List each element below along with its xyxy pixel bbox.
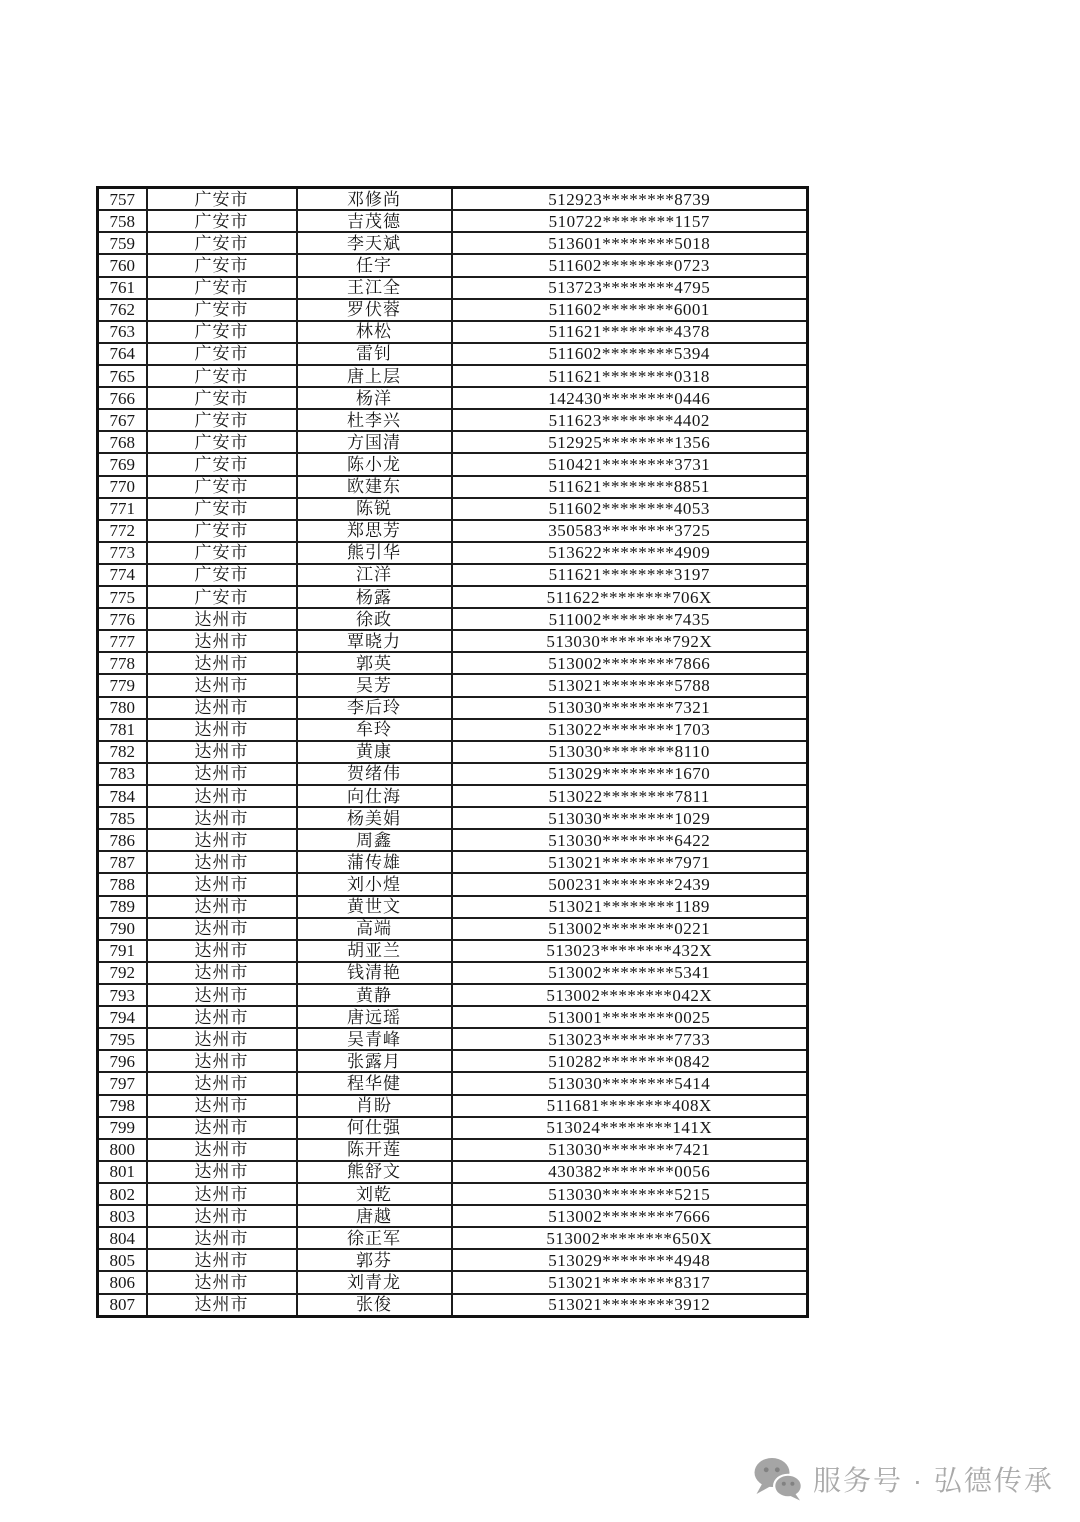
name-cell: 陈开莲 bbox=[297, 1139, 452, 1161]
city-cell: 达州市 bbox=[147, 1095, 297, 1117]
table-row bbox=[98, 210, 808, 232]
city-cell: 广安市 bbox=[147, 387, 297, 409]
row-number-cell: 771 bbox=[98, 498, 147, 520]
id-number-cell: 513002********5341 bbox=[452, 962, 808, 984]
name-cell: 刘乾 bbox=[297, 1183, 452, 1205]
table-row bbox=[98, 453, 808, 475]
name-cell: 唐越 bbox=[297, 1205, 452, 1227]
table-row bbox=[98, 719, 808, 741]
row-number-cell: 788 bbox=[98, 873, 147, 895]
id-number-cell: 142430********0446 bbox=[452, 387, 808, 409]
table-row bbox=[98, 674, 808, 696]
id-number-cell: 513002********7666 bbox=[452, 1205, 808, 1227]
row-number-cell: 792 bbox=[98, 962, 147, 984]
name-cell: 雷钊 bbox=[297, 343, 452, 365]
row-number-cell: 769 bbox=[98, 453, 147, 475]
id-number-cell: 513030********5215 bbox=[452, 1183, 808, 1205]
city-cell: 广安市 bbox=[147, 409, 297, 431]
city-cell: 达州市 bbox=[147, 1271, 297, 1293]
city-cell: 广安市 bbox=[147, 188, 297, 211]
city-cell: 达州市 bbox=[147, 940, 297, 962]
id-number-cell: 430382********0056 bbox=[452, 1161, 808, 1183]
id-number-cell: 513024********141X bbox=[452, 1117, 808, 1139]
table-row bbox=[98, 586, 808, 608]
id-number-cell: 512923********8739 bbox=[452, 188, 808, 211]
row-number-cell: 777 bbox=[98, 630, 147, 652]
row-number-cell: 784 bbox=[98, 785, 147, 807]
table-row bbox=[98, 1249, 808, 1271]
table-row bbox=[98, 1227, 808, 1249]
id-number-cell: 513622********4909 bbox=[452, 542, 808, 564]
table-row bbox=[98, 520, 808, 542]
table-row bbox=[98, 918, 808, 940]
table-row bbox=[98, 564, 808, 586]
name-cell: 高端 bbox=[297, 918, 452, 940]
city-cell: 广安市 bbox=[147, 431, 297, 453]
city-cell: 达州市 bbox=[147, 807, 297, 829]
id-number-cell: 511681********408X bbox=[452, 1095, 808, 1117]
table-row bbox=[98, 254, 808, 276]
table-row bbox=[98, 896, 808, 918]
id-number-cell: 511621********4378 bbox=[452, 321, 808, 343]
table-row bbox=[98, 1161, 808, 1183]
row-number-cell: 767 bbox=[98, 409, 147, 431]
name-cell: 刘青龙 bbox=[297, 1271, 452, 1293]
city-cell: 达州市 bbox=[147, 1072, 297, 1094]
id-number-cell: 513723********4795 bbox=[452, 277, 808, 299]
name-cell: 吴芳 bbox=[297, 674, 452, 696]
id-number-cell: 512925********1356 bbox=[452, 431, 808, 453]
table-row bbox=[98, 365, 808, 387]
id-number-cell: 511602********4053 bbox=[452, 498, 808, 520]
table-row bbox=[98, 387, 808, 409]
table-row bbox=[98, 1050, 808, 1072]
table-row bbox=[98, 1006, 808, 1028]
row-number-cell: 796 bbox=[98, 1050, 147, 1072]
table-row bbox=[98, 741, 808, 763]
city-cell: 广安市 bbox=[147, 232, 297, 254]
id-number-cell: 511602********5394 bbox=[452, 343, 808, 365]
name-cell: 程华健 bbox=[297, 1072, 452, 1094]
row-number-cell: 773 bbox=[98, 542, 147, 564]
name-cell: 黄世文 bbox=[297, 896, 452, 918]
row-number-cell: 760 bbox=[98, 254, 147, 276]
roster-table bbox=[96, 186, 809, 1318]
city-cell: 广安市 bbox=[147, 321, 297, 343]
id-number-cell: 513030********5414 bbox=[452, 1072, 808, 1094]
city-cell: 达州市 bbox=[147, 1205, 297, 1227]
city-cell: 达州市 bbox=[147, 1117, 297, 1139]
city-cell: 达州市 bbox=[147, 896, 297, 918]
name-cell: 吉茂德 bbox=[297, 210, 452, 232]
name-cell: 李天斌 bbox=[297, 232, 452, 254]
id-number-cell: 511621********0318 bbox=[452, 365, 808, 387]
table-row bbox=[98, 476, 808, 498]
city-cell: 广安市 bbox=[147, 520, 297, 542]
city-cell: 达州市 bbox=[147, 1006, 297, 1028]
city-cell: 达州市 bbox=[147, 984, 297, 1006]
city-cell: 达州市 bbox=[147, 1249, 297, 1271]
row-number-cell: 785 bbox=[98, 807, 147, 829]
city-cell: 广安市 bbox=[147, 542, 297, 564]
table-row bbox=[98, 299, 808, 321]
name-cell: 唐上层 bbox=[297, 365, 452, 387]
city-cell: 达州市 bbox=[147, 851, 297, 873]
name-cell: 陈小龙 bbox=[297, 453, 452, 475]
name-cell: 郑思芳 bbox=[297, 520, 452, 542]
name-cell: 肖盼 bbox=[297, 1095, 452, 1117]
name-cell: 杨露 bbox=[297, 586, 452, 608]
row-number-cell: 789 bbox=[98, 896, 147, 918]
row-number-cell: 800 bbox=[98, 1139, 147, 1161]
row-number-cell: 774 bbox=[98, 564, 147, 586]
row-number-cell: 772 bbox=[98, 520, 147, 542]
city-cell: 广安市 bbox=[147, 498, 297, 520]
name-cell: 熊舒文 bbox=[297, 1161, 452, 1183]
name-cell: 张俊 bbox=[297, 1294, 452, 1317]
row-number-cell: 761 bbox=[98, 277, 147, 299]
id-number-cell: 513023********432X bbox=[452, 940, 808, 962]
city-cell: 达州市 bbox=[147, 630, 297, 652]
name-cell: 杜李兴 bbox=[297, 409, 452, 431]
name-cell: 唐远瑶 bbox=[297, 1006, 452, 1028]
row-number-cell: 782 bbox=[98, 741, 147, 763]
city-cell: 广安市 bbox=[147, 564, 297, 586]
table-row bbox=[98, 542, 808, 564]
row-number-cell: 778 bbox=[98, 652, 147, 674]
name-cell: 黄康 bbox=[297, 741, 452, 763]
table-row bbox=[98, 697, 808, 719]
city-cell: 达州市 bbox=[147, 674, 297, 696]
row-number-cell: 768 bbox=[98, 431, 147, 453]
name-cell: 张露月 bbox=[297, 1050, 452, 1072]
city-cell: 达州市 bbox=[147, 1227, 297, 1249]
table-row bbox=[98, 1117, 808, 1139]
id-number-cell: 511002********7435 bbox=[452, 608, 808, 630]
table-row bbox=[98, 1028, 808, 1050]
city-cell: 达州市 bbox=[147, 1183, 297, 1205]
row-number-cell: 801 bbox=[98, 1161, 147, 1183]
city-cell: 达州市 bbox=[147, 1139, 297, 1161]
city-cell: 达州市 bbox=[147, 1161, 297, 1183]
name-cell: 邓修尚 bbox=[297, 188, 452, 211]
table-row bbox=[98, 763, 808, 785]
city-cell: 广安市 bbox=[147, 343, 297, 365]
city-cell: 广安市 bbox=[147, 476, 297, 498]
city-cell: 广安市 bbox=[147, 277, 297, 299]
table-row bbox=[98, 851, 808, 873]
name-cell: 覃晓力 bbox=[297, 630, 452, 652]
name-cell: 陈锐 bbox=[297, 498, 452, 520]
city-cell: 达州市 bbox=[147, 1294, 297, 1317]
city-cell: 达州市 bbox=[147, 1050, 297, 1072]
city-cell: 达州市 bbox=[147, 829, 297, 851]
roster-table-body bbox=[98, 188, 808, 1317]
id-number-cell: 513001********0025 bbox=[452, 1006, 808, 1028]
id-number-cell: 513029********4948 bbox=[452, 1249, 808, 1271]
row-number-cell: 775 bbox=[98, 586, 147, 608]
table-row bbox=[98, 1095, 808, 1117]
id-number-cell: 511621********8851 bbox=[452, 476, 808, 498]
id-number-cell: 513021********7971 bbox=[452, 851, 808, 873]
wechat-watermark bbox=[752, 1454, 1054, 1504]
name-cell: 钱清艳 bbox=[297, 962, 452, 984]
name-cell: 王江全 bbox=[297, 277, 452, 299]
id-number-cell: 513021********8317 bbox=[452, 1271, 808, 1293]
table-row bbox=[98, 873, 808, 895]
table-row bbox=[98, 630, 808, 652]
id-number-cell: 513002********650X bbox=[452, 1227, 808, 1249]
table-row bbox=[98, 1294, 808, 1317]
name-cell: 黄静 bbox=[297, 984, 452, 1006]
watermark-label: 服务号 · 弘德传承 bbox=[813, 1465, 1054, 1496]
id-number-cell: 350583********3725 bbox=[452, 520, 808, 542]
id-number-cell: 513022********1703 bbox=[452, 719, 808, 741]
row-number-cell: 794 bbox=[98, 1006, 147, 1028]
row-number-cell: 798 bbox=[98, 1095, 147, 1117]
table-row bbox=[98, 984, 808, 1006]
row-number-cell: 781 bbox=[98, 719, 147, 741]
row-number-cell: 805 bbox=[98, 1249, 147, 1271]
name-cell: 方国清 bbox=[297, 431, 452, 453]
table-row bbox=[98, 829, 808, 851]
id-number-cell: 513002********0221 bbox=[452, 918, 808, 940]
name-cell: 刘小煌 bbox=[297, 873, 452, 895]
city-cell: 达州市 bbox=[147, 608, 297, 630]
name-cell: 熊引华 bbox=[297, 542, 452, 564]
id-number-cell: 513030********7421 bbox=[452, 1139, 808, 1161]
row-number-cell: 803 bbox=[98, 1205, 147, 1227]
row-number-cell: 793 bbox=[98, 984, 147, 1006]
row-number-cell: 806 bbox=[98, 1271, 147, 1293]
table-row bbox=[98, 1271, 808, 1293]
row-number-cell: 770 bbox=[98, 476, 147, 498]
row-number-cell: 802 bbox=[98, 1183, 147, 1205]
name-cell: 何仕强 bbox=[297, 1117, 452, 1139]
table-row bbox=[98, 277, 808, 299]
city-cell: 达州市 bbox=[147, 697, 297, 719]
city-cell: 广安市 bbox=[147, 254, 297, 276]
row-number-cell: 790 bbox=[98, 918, 147, 940]
row-number-cell: 804 bbox=[98, 1227, 147, 1249]
id-number-cell: 513030********792X bbox=[452, 630, 808, 652]
id-number-cell: 513030********7321 bbox=[452, 697, 808, 719]
table-row bbox=[98, 343, 808, 365]
table-row bbox=[98, 431, 808, 453]
table-row bbox=[98, 1205, 808, 1227]
table-row bbox=[98, 409, 808, 431]
row-number-cell: 758 bbox=[98, 210, 147, 232]
row-number-cell: 776 bbox=[98, 608, 147, 630]
row-number-cell: 797 bbox=[98, 1072, 147, 1094]
city-cell: 广安市 bbox=[147, 299, 297, 321]
name-cell: 江洋 bbox=[297, 564, 452, 586]
name-cell: 罗伏蓉 bbox=[297, 299, 452, 321]
city-cell: 达州市 bbox=[147, 873, 297, 895]
name-cell: 杨洋 bbox=[297, 387, 452, 409]
name-cell: 欧建东 bbox=[297, 476, 452, 498]
table-row bbox=[98, 321, 808, 343]
name-cell: 向仕海 bbox=[297, 785, 452, 807]
table-row bbox=[98, 807, 808, 829]
table-row bbox=[98, 652, 808, 674]
id-number-cell: 511623********4402 bbox=[452, 409, 808, 431]
row-number-cell: 763 bbox=[98, 321, 147, 343]
city-cell: 广安市 bbox=[147, 453, 297, 475]
id-number-cell: 511621********3197 bbox=[452, 564, 808, 586]
city-cell: 达州市 bbox=[147, 652, 297, 674]
wechat-icon bbox=[752, 1456, 802, 1502]
name-cell: 蒲传雄 bbox=[297, 851, 452, 873]
table-row bbox=[98, 608, 808, 630]
row-number-cell: 783 bbox=[98, 763, 147, 785]
name-cell: 胡亚兰 bbox=[297, 940, 452, 962]
table-row bbox=[98, 498, 808, 520]
id-number-cell: 513021********3912 bbox=[452, 1294, 808, 1317]
id-number-cell: 511622********706X bbox=[452, 586, 808, 608]
row-number-cell: 764 bbox=[98, 343, 147, 365]
row-number-cell: 786 bbox=[98, 829, 147, 851]
id-number-cell: 513002********042X bbox=[452, 984, 808, 1006]
id-number-cell: 513021********5788 bbox=[452, 674, 808, 696]
name-cell: 徐正军 bbox=[297, 1227, 452, 1249]
name-cell: 牟玲 bbox=[297, 719, 452, 741]
name-cell: 郭芬 bbox=[297, 1249, 452, 1271]
row-number-cell: 766 bbox=[98, 387, 147, 409]
city-cell: 广安市 bbox=[147, 586, 297, 608]
table-row bbox=[98, 962, 808, 984]
city-cell: 达州市 bbox=[147, 785, 297, 807]
name-cell: 李后玲 bbox=[297, 697, 452, 719]
id-number-cell: 510421********3731 bbox=[452, 453, 808, 475]
row-number-cell: 795 bbox=[98, 1028, 147, 1050]
id-number-cell: 500231********2439 bbox=[452, 873, 808, 895]
city-cell: 达州市 bbox=[147, 741, 297, 763]
city-cell: 广安市 bbox=[147, 365, 297, 387]
id-number-cell: 513021********1189 bbox=[452, 896, 808, 918]
row-number-cell: 791 bbox=[98, 940, 147, 962]
id-number-cell: 513030********6422 bbox=[452, 829, 808, 851]
name-cell: 杨美娟 bbox=[297, 807, 452, 829]
name-cell: 徐政 bbox=[297, 608, 452, 630]
table-row bbox=[98, 188, 808, 211]
name-cell: 吴青峰 bbox=[297, 1028, 452, 1050]
id-number-cell: 513002********7866 bbox=[452, 652, 808, 674]
id-number-cell: 513601********5018 bbox=[452, 232, 808, 254]
name-cell: 任宇 bbox=[297, 254, 452, 276]
id-number-cell: 513029********1670 bbox=[452, 763, 808, 785]
city-cell: 广安市 bbox=[147, 210, 297, 232]
id-number-cell: 513030********1029 bbox=[452, 807, 808, 829]
row-number-cell: 780 bbox=[98, 697, 147, 719]
table-row bbox=[98, 1183, 808, 1205]
row-number-cell: 759 bbox=[98, 232, 147, 254]
name-cell: 周鑫 bbox=[297, 829, 452, 851]
name-cell: 贺绪伟 bbox=[297, 763, 452, 785]
city-cell: 达州市 bbox=[147, 962, 297, 984]
city-cell: 达州市 bbox=[147, 1028, 297, 1050]
city-cell: 达州市 bbox=[147, 763, 297, 785]
row-number-cell: 757 bbox=[98, 188, 147, 211]
row-number-cell: 765 bbox=[98, 365, 147, 387]
id-number-cell: 510282********0842 bbox=[452, 1050, 808, 1072]
table-row bbox=[98, 232, 808, 254]
table-row bbox=[98, 940, 808, 962]
table-row bbox=[98, 785, 808, 807]
row-number-cell: 799 bbox=[98, 1117, 147, 1139]
row-number-cell: 762 bbox=[98, 299, 147, 321]
id-number-cell: 511602********6001 bbox=[452, 299, 808, 321]
id-number-cell: 511602********0723 bbox=[452, 254, 808, 276]
id-number-cell: 513030********8110 bbox=[452, 741, 808, 763]
row-number-cell: 787 bbox=[98, 851, 147, 873]
table-row bbox=[98, 1072, 808, 1094]
name-cell: 郭英 bbox=[297, 652, 452, 674]
id-number-cell: 513022********7811 bbox=[452, 785, 808, 807]
id-number-cell: 510722********1157 bbox=[452, 210, 808, 232]
row-number-cell: 779 bbox=[98, 674, 147, 696]
row-number-cell: 807 bbox=[98, 1294, 147, 1317]
city-cell: 达州市 bbox=[147, 918, 297, 940]
table-row bbox=[98, 1139, 808, 1161]
city-cell: 达州市 bbox=[147, 719, 297, 741]
name-cell: 林松 bbox=[297, 321, 452, 343]
id-number-cell: 513023********7733 bbox=[452, 1028, 808, 1050]
